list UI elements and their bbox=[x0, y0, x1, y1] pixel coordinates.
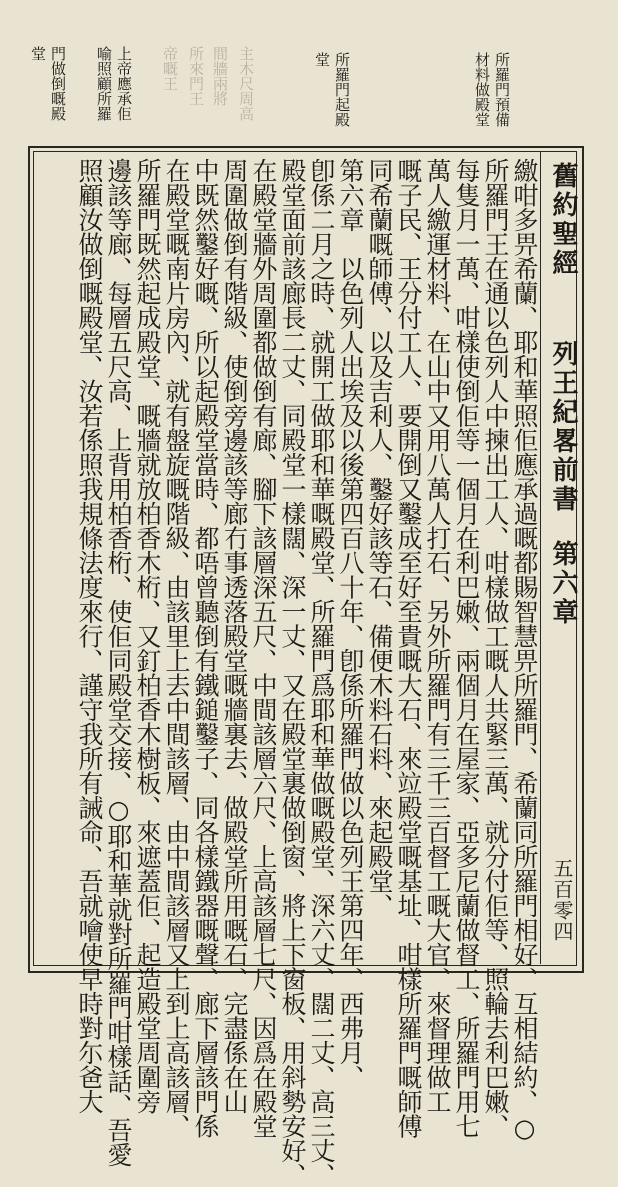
text-line-9: 殿堂面前該廊長二丈、同殿堂一樣闊、深一丈、又在殿堂裏做倒窗、將上下窗板、用斜勢安好、 bbox=[278, 158, 307, 1187]
book-title: 列王紀畧前書 bbox=[548, 340, 578, 514]
text-line-12: 中既然鑿好嘅、所以起殿堂當時、都唔曾聽倒有鐵鎚鑿子、同各樣鐵器嘅聲、廊下層該門係 bbox=[191, 158, 220, 1138]
faded-gloss-2: 間牆兩將 bbox=[211, 46, 229, 106]
text-line-15: 邊該等廊、每層五尺高、上背用柏香桁、使佢同殿堂交接、○耶和華就對所羅門咁樣話、吾愛 bbox=[104, 158, 133, 1167]
text-line-8: 卽係二月之時、就開工做耶和華嘅殿堂、所羅門爲耶和華做嘅殿堂、深六丈、闊二丈、高三丈、 bbox=[307, 158, 336, 1187]
text-line-14: 所羅門既然起成殿堂、嘅牆就放柏香木桁、又釘柏香木樹板、來遮蓋佢、起造殿堂周圍旁 bbox=[133, 158, 162, 1114]
faded-gloss-4: 帝嘅王 bbox=[161, 46, 179, 91]
faded-gloss-3: 所來門王 bbox=[187, 46, 205, 106]
text-line-16: 照顧汝做倒嘅殿堂、汝若係照我規條法度來行、謹守我所有誡命、吾就噲使早時對尓爸大 bbox=[75, 158, 104, 1114]
gloss-materials-a: 所羅門預備 bbox=[493, 52, 511, 127]
text-line-13: 在殿堂嘅南片房內、就有盤旋嘅階級、由該里上去中間該層、由中間該層又上到上高該層、 bbox=[162, 158, 191, 1138]
gloss-promise-b: 喻照顧所羅 bbox=[95, 46, 113, 121]
text-line-7: 第六章 以色列人出埃及以後第四百八十年、卽係所羅門做以色列王第四年、西弗月、 bbox=[336, 158, 365, 1089]
text-line-10: 在殿堂牆外周圍都做倒有廊、腳下該層深五尺、中間該層六尺、上高該層七尺、因爲在殿堂 bbox=[249, 158, 278, 1138]
faded-gloss-1: 主木尺周高 bbox=[237, 46, 255, 121]
gloss-building-a: 所羅門起殿 bbox=[333, 52, 351, 127]
text-line-1: 繳咁多畀希蘭、耶和華照佢應承過嘅都賜智慧畀所羅門、希蘭同所羅門相好、互相結約、○ bbox=[510, 158, 539, 1142]
chapter-label: 第六章 bbox=[548, 540, 578, 627]
gloss-temple-b: 堂 bbox=[29, 46, 47, 61]
text-line-4: 萬人繳運材料、在山中又用八萬人打石、另外所羅門有三千三百督工嘅大官、來督理做工 bbox=[423, 158, 452, 1114]
text-line-2: 所羅門王在通以色列人中揀出工人、咁樣做工嘅人共緊三萬、就分付佢等、照輪去利巴嫩、 bbox=[481, 158, 510, 1138]
text-line-6: 同希蘭嘅師傅、以及吉利人、鑿好該等石、備便木料石料、來起殿堂、 bbox=[365, 158, 394, 918]
text-line-11: 周圍做倒有階級、使倒旁邊該等廊冇事透落殿堂嘅牆裏去、做殿堂所用嘅石、完盡係在山 bbox=[220, 158, 249, 1114]
page-number: 五百零四 bbox=[550, 858, 574, 942]
text-line-5: 嘅子民、王分付工人、要開倒又鑿成至好至貴嘅大石、來竝殿堂嘅基址、咁樣所羅門嘅師傅 bbox=[394, 158, 423, 1138]
text-line-3: 每隻月一萬、咁樣使倒佢等一個月在利巴嫩、兩個月在屋家、亞多尼蘭做督工、所羅門用七 bbox=[452, 158, 481, 1138]
gloss-materials-b: 材料做殿堂 bbox=[473, 52, 491, 127]
running-title: 舊約聖經 bbox=[548, 162, 578, 278]
gloss-building-b: 堂 bbox=[313, 52, 331, 67]
gloss-temple-a: 門做倒嘅殿 bbox=[49, 46, 67, 121]
gloss-promise-a: 上帝應承佢 bbox=[115, 46, 133, 121]
